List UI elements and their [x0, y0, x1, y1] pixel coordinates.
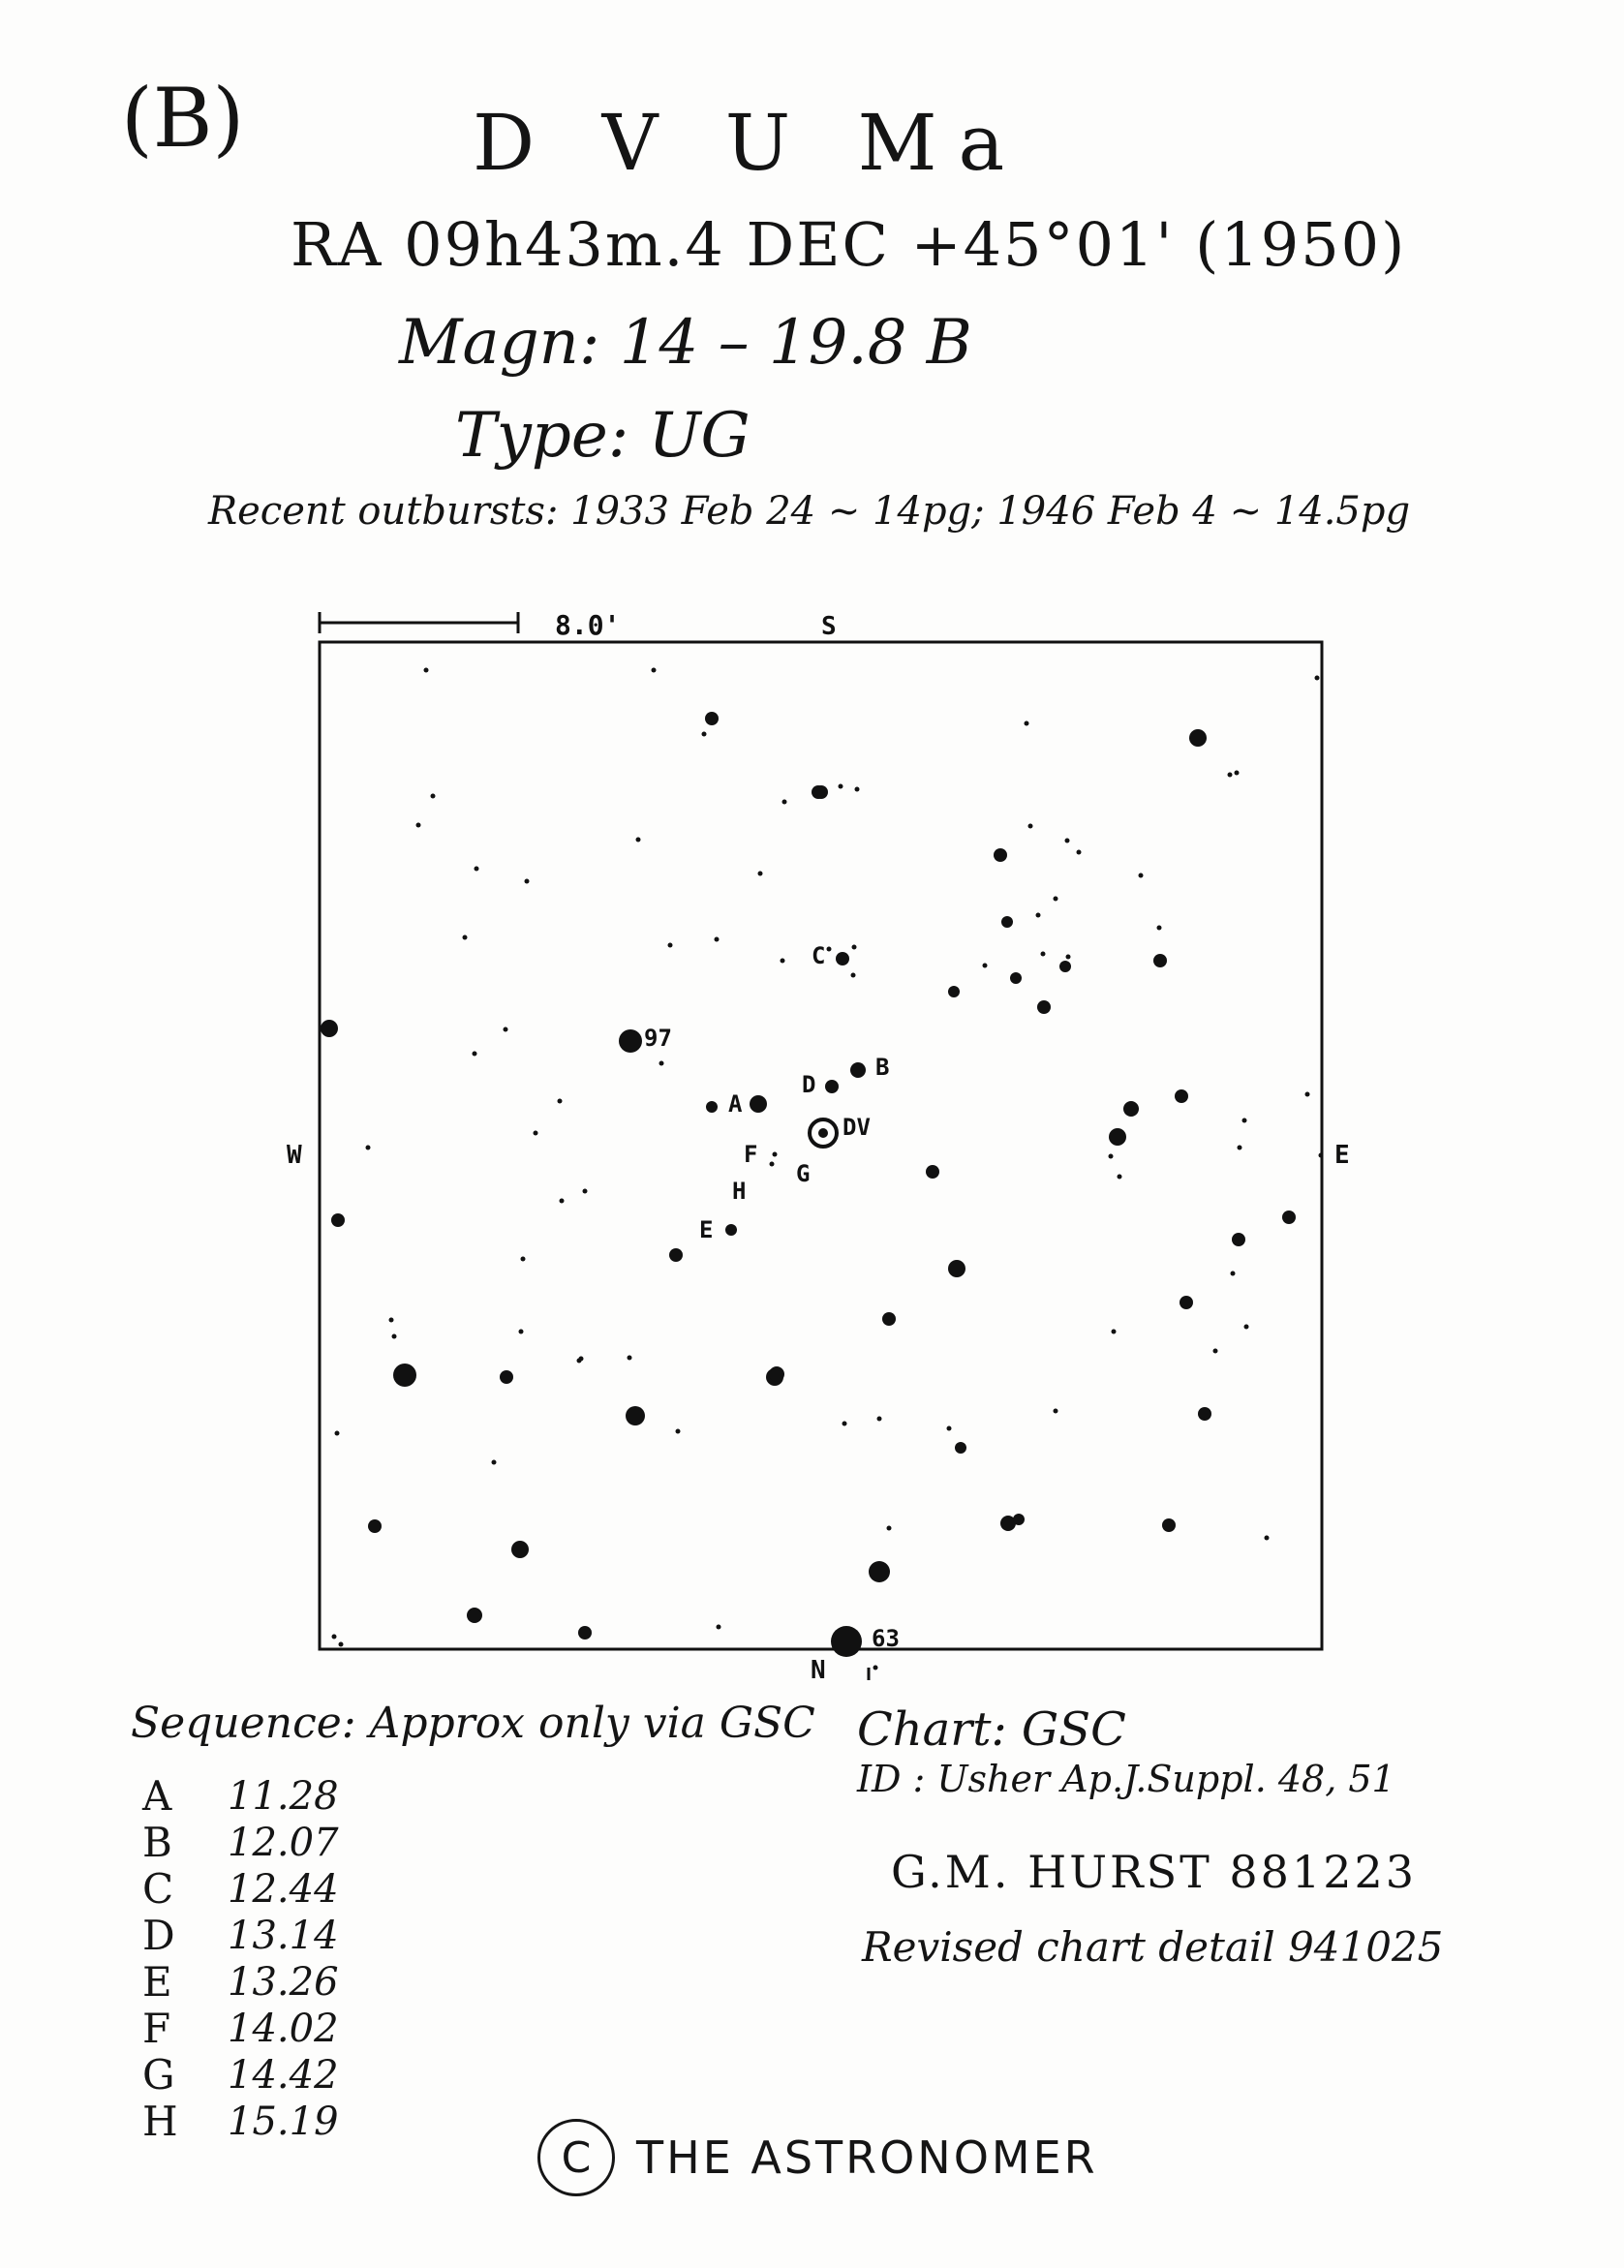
star — [1175, 1089, 1188, 1103]
chart-source: Chart: GSC — [857, 1702, 1126, 1757]
star — [769, 1366, 784, 1382]
faint-star — [525, 879, 530, 884]
copyright-text: THE ASTRONOMER — [636, 2131, 1098, 2184]
faint-star — [782, 800, 787, 805]
faint-star — [1065, 839, 1070, 843]
faint-star — [852, 945, 857, 950]
star — [948, 986, 960, 997]
sequence-letter: B — [142, 1819, 172, 1866]
star — [619, 1029, 642, 1053]
star — [725, 1224, 737, 1236]
faint-star — [758, 872, 763, 876]
star — [994, 848, 1007, 862]
faint-star — [636, 838, 641, 843]
sequence-title: Sequence: Approx only via GSC — [131, 1699, 815, 1748]
copyright-icon: C — [537, 2119, 615, 2196]
author-credit: G.M. HURST 881223 — [891, 1846, 1418, 1898]
faint-star — [504, 1027, 508, 1032]
star — [1282, 1211, 1296, 1224]
faint-star — [983, 964, 988, 968]
sequence-letter: F — [142, 2005, 171, 2052]
faint-star — [1305, 1092, 1310, 1097]
star — [670, 1249, 682, 1261]
faint-star — [1228, 773, 1233, 778]
faint-star — [839, 784, 843, 789]
star — [1153, 954, 1167, 967]
star — [705, 712, 719, 725]
faint-star — [855, 787, 860, 792]
variable-marker-dv — [810, 1119, 837, 1147]
star — [331, 1213, 345, 1227]
faint-star — [473, 1052, 477, 1057]
sequence-magnitude: 13.26 — [228, 1960, 339, 2005]
faint-star — [1077, 850, 1082, 855]
faint-star — [877, 1417, 882, 1422]
sequence-letter: E — [142, 1958, 172, 2006]
star — [1162, 1518, 1176, 1532]
faint-star — [1244, 1325, 1249, 1330]
faint-star — [1213, 1349, 1218, 1354]
faint-star — [628, 1356, 632, 1361]
faint-star — [887, 1526, 892, 1531]
faint-star — [827, 947, 832, 952]
sequence-magnitude: 12.44 — [228, 1867, 339, 1912]
faint-star — [843, 1422, 847, 1426]
faint-star — [463, 935, 468, 940]
label-e: E — [699, 1216, 714, 1243]
label-97: 97 — [644, 1025, 672, 1052]
faint-star — [366, 1146, 371, 1150]
star — [368, 1519, 382, 1533]
star — [812, 785, 825, 799]
faint-star — [1319, 1153, 1324, 1158]
label-a: A — [728, 1090, 743, 1118]
label-63: 63 — [872, 1625, 900, 1652]
faint-star — [1242, 1119, 1247, 1123]
faint-star — [1235, 771, 1240, 776]
star — [882, 1312, 896, 1326]
scale-bar — [320, 612, 518, 633]
direction-west: W — [287, 1141, 302, 1170]
faint-star — [717, 1625, 721, 1630]
magnitude-range: Magn: 14 – 19.8 B — [399, 307, 972, 379]
label-h: H — [732, 1178, 747, 1205]
sequence-letter: G — [142, 2051, 175, 2099]
star — [500, 1370, 513, 1384]
star — [467, 1608, 482, 1623]
faint-star — [1025, 721, 1029, 726]
faint-star — [770, 1162, 775, 1167]
sequence-letter: H — [142, 2098, 178, 2145]
variable-type: Type: UG — [455, 400, 751, 472]
faint-star — [1066, 955, 1071, 960]
faint-star — [332, 1635, 337, 1640]
faint-star — [579, 1357, 584, 1362]
faint-star — [558, 1099, 563, 1104]
star — [1109, 1128, 1126, 1146]
star — [926, 1165, 939, 1179]
faint-star — [424, 668, 429, 673]
star — [831, 1626, 862, 1657]
star — [1123, 1101, 1139, 1117]
faint-star — [389, 1318, 394, 1323]
faint-star — [492, 1460, 497, 1465]
faint-star — [1238, 1146, 1242, 1150]
faint-star — [1036, 913, 1041, 918]
recent-outbursts: Recent outbursts: 1933 Feb 24 ~ 14pg; 1946 Feb 4 ~ 14.5pg — [208, 489, 1411, 534]
star — [511, 1541, 529, 1558]
star — [750, 1095, 767, 1113]
star — [869, 1561, 890, 1582]
star — [706, 1101, 718, 1113]
sequence-letter: D — [142, 1912, 175, 1959]
coordinates: RA 09h43m.4 DEC +45°01' (1950) — [291, 209, 1407, 280]
faint-star — [339, 1642, 344, 1647]
faint-star — [1041, 952, 1046, 957]
faint-star — [702, 732, 707, 737]
faint-star — [335, 1431, 340, 1436]
star — [1199, 1408, 1210, 1420]
faint-star — [1265, 1536, 1270, 1541]
direction-north: N — [811, 1656, 826, 1685]
faint-star — [676, 1429, 681, 1434]
star — [836, 952, 849, 965]
faint-star — [1112, 1330, 1117, 1334]
star — [948, 1260, 965, 1277]
sequence-magnitude: 11.28 — [228, 1774, 339, 1819]
faint-star — [1118, 1175, 1122, 1180]
faint-star — [659, 1061, 664, 1066]
star — [955, 1442, 966, 1454]
star — [1232, 1233, 1245, 1246]
faint-star — [1231, 1272, 1236, 1276]
scale-label: 8.0' — [555, 609, 621, 641]
star — [578, 1626, 592, 1640]
faint-star — [475, 867, 479, 872]
faint-star — [1157, 926, 1162, 931]
star — [1180, 1296, 1193, 1309]
faint-star — [1139, 873, 1144, 878]
direction-south: S — [821, 612, 837, 641]
faint-star — [873, 1666, 878, 1670]
star — [1013, 1514, 1025, 1525]
label-dv: DV — [843, 1114, 871, 1141]
star — [626, 1406, 645, 1425]
star — [1037, 1000, 1051, 1014]
sequence-magnitude: 14.42 — [228, 2053, 339, 2098]
chart-label: (B) — [121, 71, 245, 166]
id-reference: ID : Usher Ap.J.Suppl. 48, 51 — [857, 1758, 1395, 1800]
label-b: B — [875, 1054, 890, 1081]
faint-star — [1315, 676, 1320, 681]
label-g: G — [796, 1160, 811, 1187]
label-c: C — [812, 942, 826, 969]
label-d: D — [802, 1071, 816, 1098]
faint-star — [521, 1257, 526, 1262]
revision-note: Revised chart detail 941025 — [862, 1923, 1444, 1971]
faint-star — [947, 1426, 952, 1431]
faint-star — [534, 1131, 538, 1136]
sequence-magnitude: 12.07 — [228, 1821, 339, 1865]
direction-east: E — [1334, 1141, 1350, 1170]
star — [1059, 961, 1071, 972]
faint-star — [583, 1189, 588, 1194]
faint-star — [392, 1334, 397, 1339]
sequence-letter: A — [142, 1772, 172, 1820]
sequence-magnitude: 15.19 — [228, 2099, 339, 2144]
sequence-magnitude: 13.14 — [228, 1914, 339, 1958]
faint-star — [1054, 1409, 1058, 1414]
label-f: F — [744, 1141, 758, 1168]
faint-star — [781, 959, 785, 964]
faint-star — [851, 973, 856, 978]
star — [1001, 916, 1013, 928]
faint-star — [773, 1152, 778, 1157]
faint-star — [652, 668, 657, 673]
faint-star — [416, 823, 421, 828]
star — [825, 1080, 839, 1093]
copyright-line — [537, 2119, 1098, 2196]
star — [393, 1364, 416, 1387]
faint-star — [1028, 824, 1033, 829]
faint-star — [715, 937, 720, 942]
sequence-magnitude: 14.02 — [228, 2007, 339, 2051]
faint-star — [1109, 1154, 1114, 1159]
faint-star — [560, 1199, 565, 1204]
star — [850, 1062, 866, 1078]
faint-star — [519, 1330, 524, 1334]
star-name: D V U Ma — [473, 98, 1026, 188]
faint-star — [431, 794, 436, 799]
star — [1189, 729, 1207, 747]
faint-star — [668, 943, 673, 948]
star — [1010, 972, 1022, 984]
sequence-letter: C — [142, 1865, 174, 1913]
faint-star — [1054, 897, 1058, 902]
star — [321, 1020, 338, 1037]
